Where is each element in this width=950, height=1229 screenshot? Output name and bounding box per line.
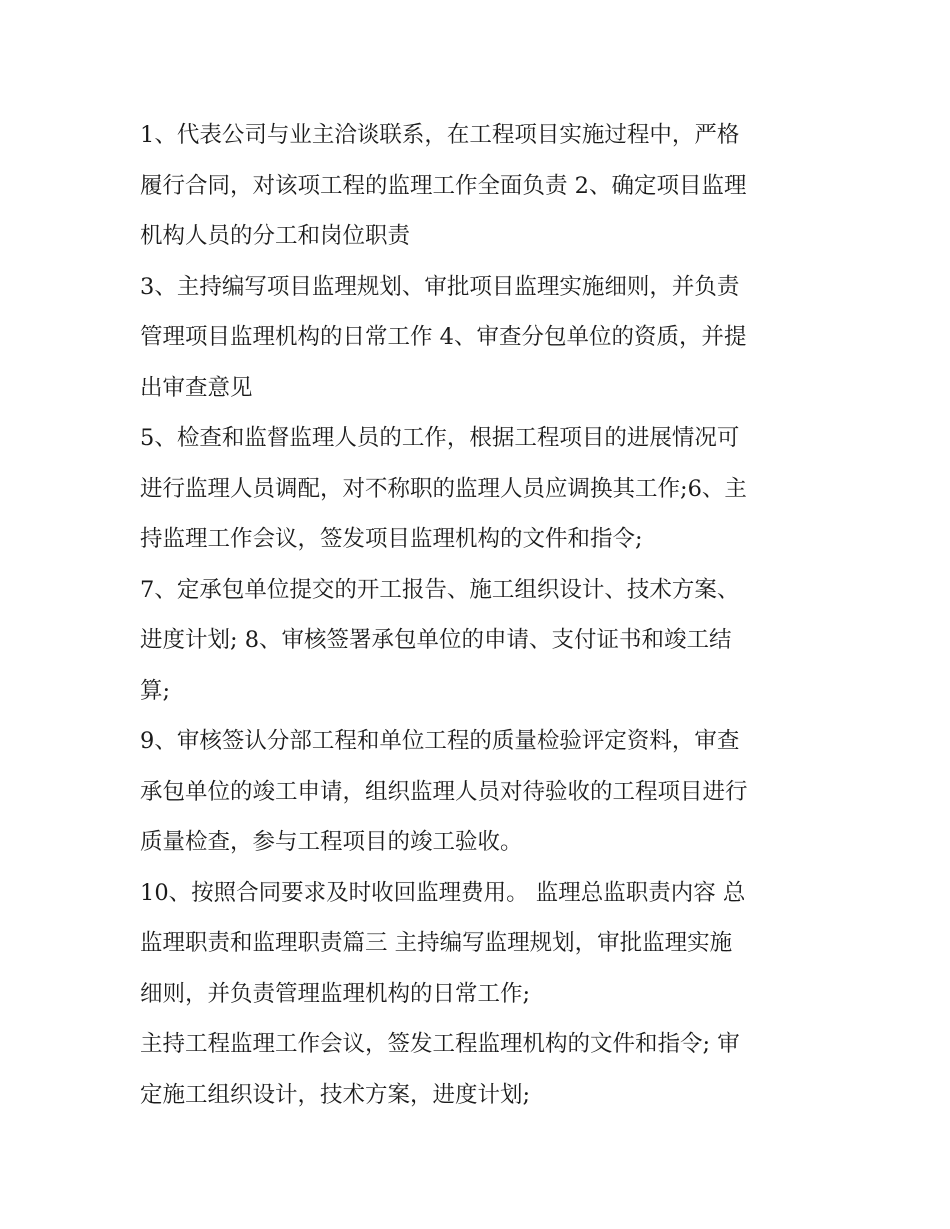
text-line: 监理职责和监理职责篇三 主持编写监理规划，审批监理实施 <box>140 930 733 956</box>
text-line: 9、审核签认分部工程和单位工程的质量检验评定资料，审查 <box>140 728 740 754</box>
text-line: 进行监理人员调配，对不称职的监理人员应调换其工作;6、主 <box>140 475 747 502</box>
text-line: 10、按照合同要求及时收回监理费用。 监理总监职责内容 总 <box>140 879 746 906</box>
paragraph-5 <box>140 716 815 868</box>
text-line: 机构人员的分工和岗位职责 <box>140 223 411 249</box>
document-body <box>140 110 815 1120</box>
text-line: 1、代表公司与业主洽谈联系，在工程项目实施过程中，严格 <box>140 122 740 148</box>
text-line: 细则，并负责管理监理机构的日常工作; <box>140 980 531 1007</box>
text-line: 持监理工作会议，签发项目监理机构的文件和指令; <box>140 526 643 552</box>
paragraph-7 <box>140 1019 815 1120</box>
paragraph-2 <box>140 262 815 414</box>
text-line: 算; <box>140 677 171 704</box>
text-line: 管理项目监理机构的日常工作 4、审查分包单位的资质，并提 <box>140 324 747 350</box>
text-line: 7、定承包单位提交的开工报告、施工组织设计、技术方案、 <box>140 576 740 603</box>
text-line: 3、主持编写项目监理规划、审批项目监理实施细则，并负责 <box>140 273 740 300</box>
text-line: 定施工组织设计，技术方案，进度计划; <box>140 1081 531 1108</box>
paragraph-1 <box>140 110 815 262</box>
text-line: 质量检查，参与工程项目的竣工验收。 <box>140 829 523 855</box>
text-line: 出审查意见 <box>140 374 253 401</box>
text-line: 进度计划; 8、审核签署承包单位的申请、支付证书和竣工结 <box>140 627 732 653</box>
paragraph-4 <box>140 565 815 717</box>
text-line: 5、检查和监督监理人员的工作，根据工程项目的进展情况可 <box>140 425 740 451</box>
text-line: 承包单位的竣工申请，组织监理人员对待验收的工程项目进行 <box>140 778 748 805</box>
paragraph-6 <box>140 868 815 1020</box>
text-line: 履行合同，对该项工程的监理工作全面负责 2、确定项目监理 <box>140 172 747 199</box>
paragraph-3 <box>140 413 815 565</box>
text-line: 主持工程监理工作会议，签发工程监理机构的文件和指令; 审 <box>140 1031 740 1057</box>
